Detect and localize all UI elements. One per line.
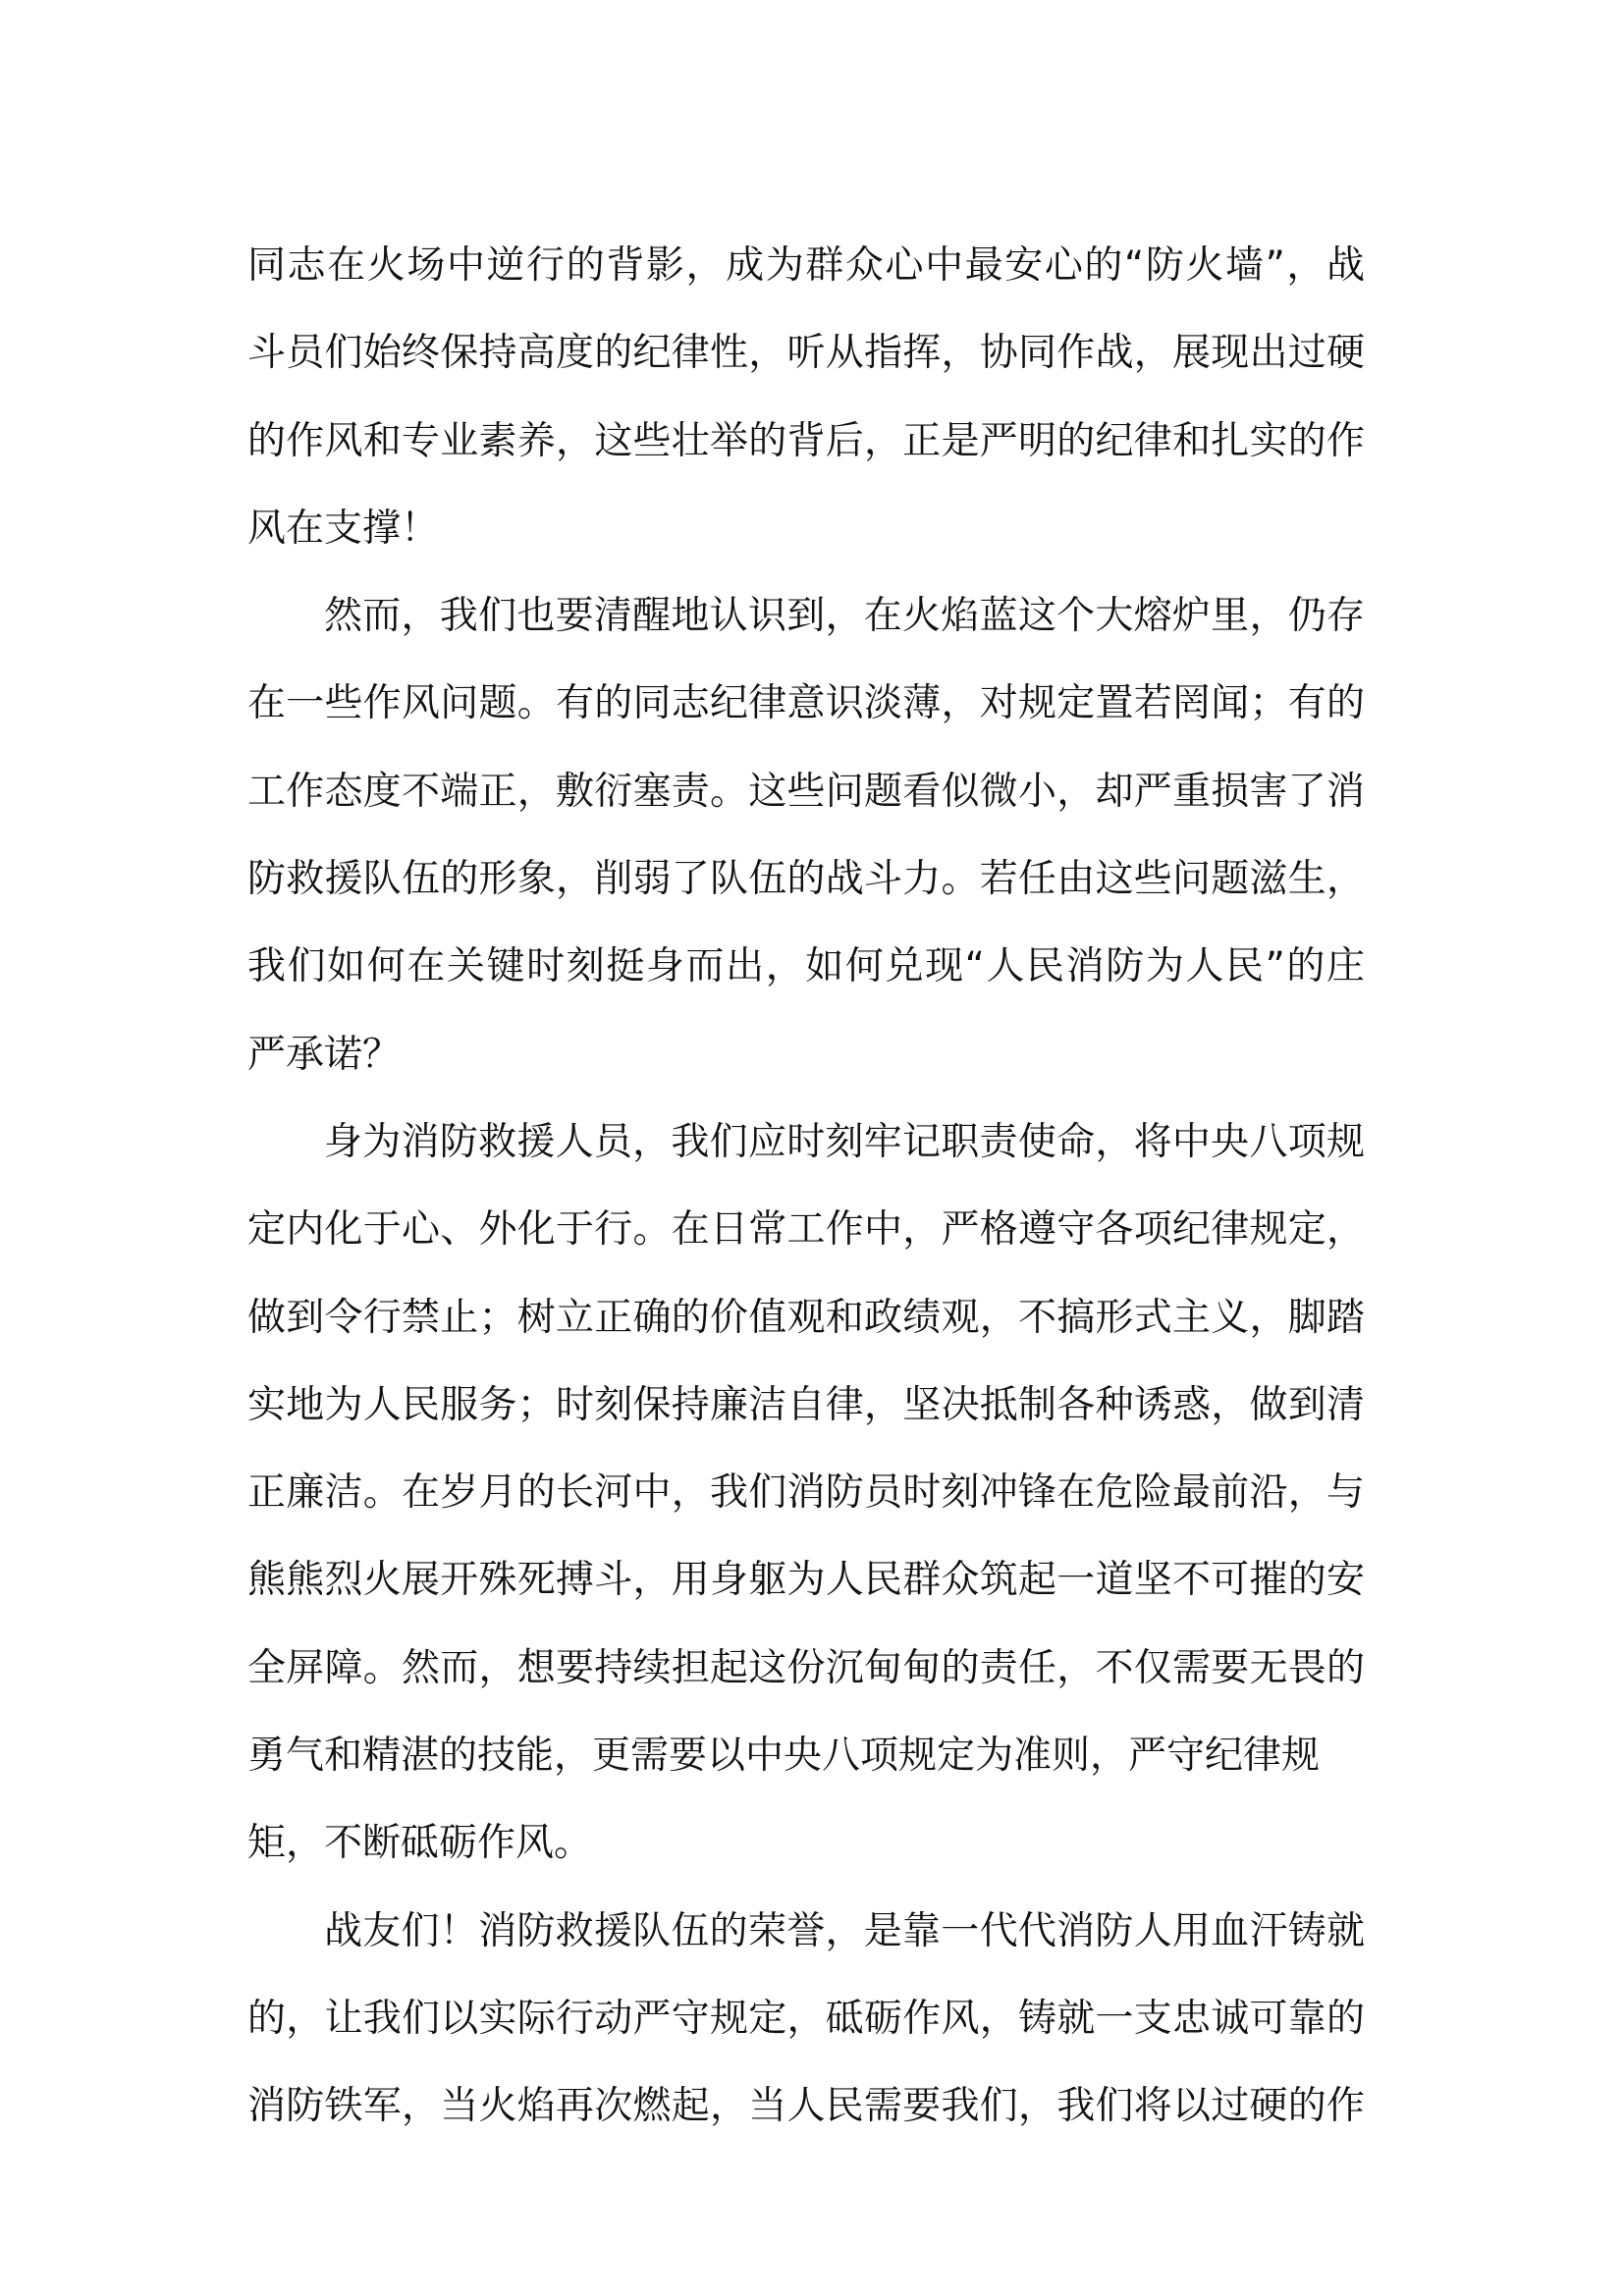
paragraph-4 [247, 1888, 1365, 2151]
text-line: 在一些作风问题。有的同志纪律意识淡薄，对规定置若罔闻；有的 [247, 681, 1365, 726]
text-line: 严承诺？ [247, 1032, 402, 1077]
text-line: 定内化于心、外化于行。在日常工作中，严格遵守各项纪律规定， [247, 1207, 1365, 1253]
text-line: 实地为人民服务；时刻保持廉洁自律，坚决抵制各种诱惑，做到清 [247, 1382, 1365, 1427]
text-line: 防救援队伍的形象，削弱了队伍的战斗力。若任由这些问题滋生， [247, 857, 1365, 902]
text-line: 全屏障。然而，想要持续担起这份沉甸甸的责任，不仅需要无畏的 [247, 1645, 1365, 1690]
paragraph-1 [247, 222, 1365, 572]
text-line: 矩，不断砥砺作风。 [247, 1821, 593, 1866]
text-line: 的作风和专业素养，这些壮举的背后，正是严明的纪律和扎实的作 [247, 418, 1365, 463]
text-line: 同志在火场中逆行的背影，成为群众心中最安心的“防火墙”，战 [247, 243, 1365, 288]
text-line: 熊熊烈火展开殊死搏斗，用身躯为人民群众筑起一道坚不可摧的安 [247, 1558, 1365, 1603]
text-line: 身为消防救援人员，我们应时刻牢记职责使命，将中央八项规 [324, 1119, 1365, 1164]
text-line: 战友们！消防救援队伍的荣誉，是靠一代代消防人用血汗铸就 [324, 1908, 1365, 1953]
text-line: 正廉洁。在岁月的长河中，我们消防员时刻冲锋在危险最前沿，与 [247, 1470, 1365, 1516]
text-line: 勇气和精湛的技能，更需要以中央八项规定为准则，严守纪律规 [247, 1734, 1321, 1779]
text-line: 的，让我们以实际行动严守规定，砥砺作风，铸就一支忠诚可靠的 [247, 1996, 1365, 2041]
text-line: 斗员们始终保持高度的纪律性，听从指挥，协同作战，展现出过硬 [247, 331, 1365, 376]
body-text [247, 222, 1365, 2151]
paragraph-3 [247, 1098, 1365, 1888]
text-line: 消防铁军，当火焰再次燃起，当人民需要我们，我们将以过硬的作 [247, 2084, 1365, 2129]
paragraph-2 [247, 572, 1365, 1098]
text-line: 做到令行禁止；树立正确的价值观和政绩观，不搞形式主义，脚踏 [247, 1295, 1365, 1340]
text-line: 工作态度不端正，敷衍塞责。这些问题看似微小，却严重损害了消 [247, 769, 1365, 814]
text-line: 然而，我们也要清醒地认识到，在火焰蓝这个大熔炉里，仍存 [324, 594, 1365, 639]
text-line: 我们如何在关键时刻挺身而出，如何兑现“人民消防为人民”的庄 [247, 944, 1365, 989]
text-line: 风在支撑！ [247, 506, 440, 551]
